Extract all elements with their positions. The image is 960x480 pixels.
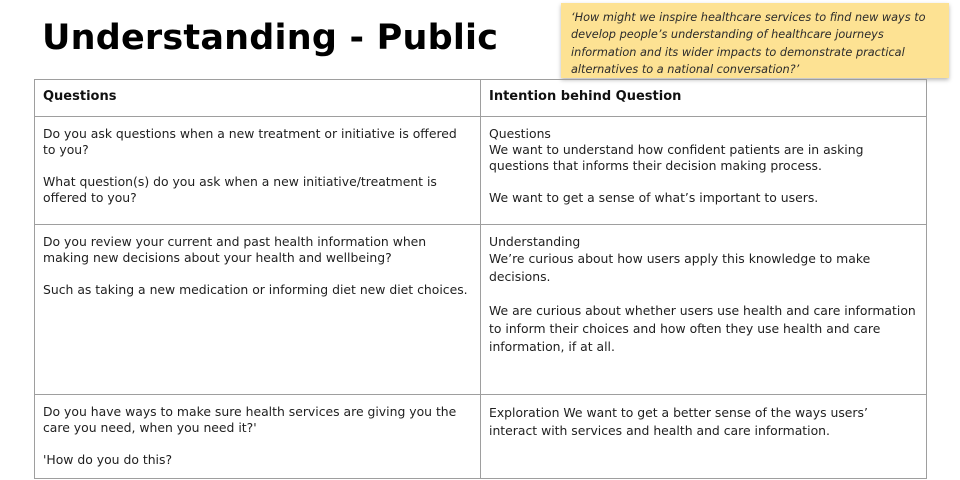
question-text: Do you ask questions when a new treatment or initiative is offered to you? xyxy=(43,126,457,157)
question-text: Such as taking a new medication or informing diet new diet choices. xyxy=(43,282,468,297)
intention-cell xyxy=(481,225,927,395)
question-cell xyxy=(35,395,481,479)
sticky-note xyxy=(561,3,949,78)
question-text: Do you review your current and past health information when making new decisions about your health and wellbeing? xyxy=(43,234,427,265)
question-text: What question(s) do you ask when a new initiative/treatment is offered to you? xyxy=(43,174,437,205)
questions-table xyxy=(34,79,927,479)
header-questions: Questions xyxy=(35,80,481,117)
intention-cell xyxy=(481,117,927,225)
intention-cell xyxy=(481,395,927,479)
table-header-row xyxy=(35,80,927,117)
table-row xyxy=(35,225,927,395)
note-text: ‘How might we inspire healthcare services to find new ways to develop people’s understanding of healthcare journeys information and its wider impacts to demonstrate practical alternatives to a national conversation?’ xyxy=(571,11,926,76)
question-text: Do you have ways to make sure health services are giving you the care you need, when you need it?' xyxy=(43,404,457,435)
intention-text: Exploration We want to get a better sense of the ways users’ interact with services and health and care information. xyxy=(489,405,868,438)
header-intention: Intention behind Question xyxy=(481,80,927,117)
question-cell xyxy=(35,117,481,225)
intention-label: Understanding xyxy=(489,234,581,249)
table-row xyxy=(35,117,927,225)
page-title: Understanding - Public xyxy=(42,18,499,58)
question-text: 'How do you do this? xyxy=(43,452,173,467)
intention-label: Questions xyxy=(489,126,551,141)
intention-text: We want to understand how confident patients are in asking questions that informs their decision making process. xyxy=(489,142,864,173)
intention-text: We want to get a sense of what’s important to users. xyxy=(489,190,819,205)
table-row xyxy=(35,395,927,479)
intention-text: We are curious about whether users use health and care information to inform their choices and how often they use health and care information, if at all. xyxy=(489,303,916,354)
intention-text: We’re curious about how users apply this knowledge to make decisions. xyxy=(489,251,871,284)
question-cell xyxy=(35,225,481,395)
